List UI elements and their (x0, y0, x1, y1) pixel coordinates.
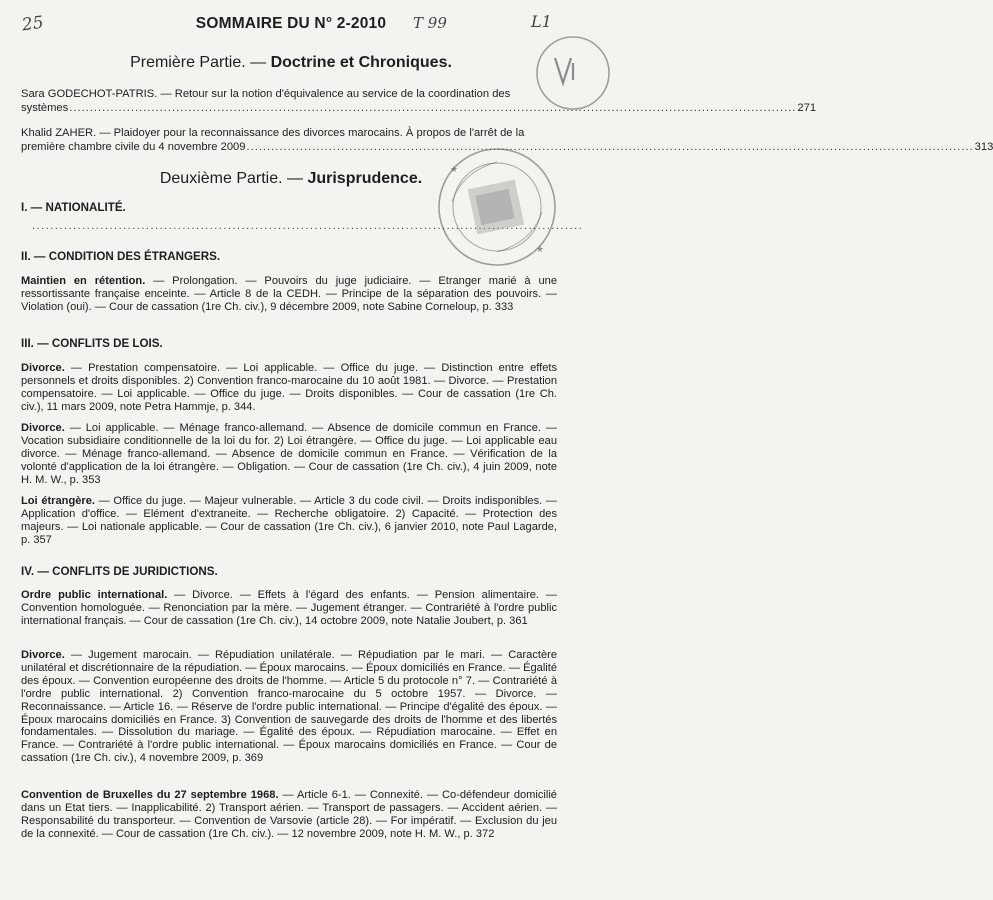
doctrine-entry-line: systèmes (21, 102, 69, 115)
section-heading-conflits-juridictions: IV. — CONFLITS DE JURIDICTIONS. (21, 565, 218, 578)
case-text: — Jugement marocain. — Répudiation unilatérale. — Répudiation par le mari. — Caractère unilatéral et discrétionnaire de la répudiation. — Époux marocains. — Époux domiciliés en France. — Égalité des époux. — Convention européenne des droits de l'homme. — Article 5 du protocole n° 7. — Contrariété à l'ordre public international. 2) Convention franco-marocaine du 5 octobre 1957. — Divorce. — Reconnaissance. — Article 16. — Réserve de l'ordre public international. — Principe d'égalité des époux. — Époux marocains domiciliés en France. 3) Convention de sauvegarde des droits de l'homme et des libertés fondamentales. — Dissolution du mariage. — Égalité des époux. — Répudiation marocaine. — Effet en France. — Contrariété à l'ordre public international. — Époux marocains domiciliés en France. — Cour de cassation (1re Ch. civ.), 4 novembre 2009, p. 369 (21, 649, 557, 765)
part-two-prefix: Deuxième Partie. — (159, 170, 308, 187)
handwritten-number: 25 (20, 12, 45, 36)
leader-dots: ................................................................................................................................................................................. (246, 141, 974, 154)
handwritten-code: T 99 (413, 14, 447, 32)
leader-dots: ......................................................................................................................... (32, 220, 584, 232)
case-text: — Office du juge. — Majeur vulnerable. — Article 3 du code civil. — Droits indisponibles. — Application d'office. — Elément d'extraneite. — Recherche obligatoire. 2) Capacité. — Protection des majeurs. — Loi nationale applicable. — Cour de cassation (1re Ch. civ.), 6 janvier 2010, note Paul Lagarde, p. 357 (21, 495, 557, 546)
case-text: — Loi applicable. — Ménage franco-allemand. — Absence de domicile commun en France. — Vocation subsidiaire conditionnelle de la loi du for. 2) Loi étrangère. — Office du juge. — Loi applicable eau divorce. — Ménage franco-allemand. — Absence de domicile commun en France. — Vérification de la volonté d'application de la loi étrangère. — Obligation. — Cour de cassation (1re Ch. civ.), 4 juin 2009, note H. M. W., p. 353 (21, 422, 557, 486)
doctrine-entry-line: première chambre civile du 4 novembre 2009 (21, 141, 246, 154)
case-text: — Prestation compensatoire. — Loi applicable. — Office du juge. — Distinction entre effets personnels et droits disponibles. 2) Convention franco-marocaine du 10 août 1981. — Divorce. — Prestation compensatoire. — Loi applicable. — Office du juge. — Droits disponibles. — Cour de cassation (1re Ch. civ.), 11 mars 2009, note Petra Hammje, p. 344. (21, 362, 557, 413)
leader-dots: ................................................................................................................................................................................. (69, 102, 797, 115)
case-summary (21, 589, 557, 628)
section-heading-nationalite: I. — NATIONALITÉ. (21, 201, 126, 214)
case-lead: Maintien en rétention. (21, 275, 146, 287)
case-summary (21, 422, 557, 487)
doctrine-entry (21, 87, 817, 115)
part-one-prefix: Première Partie. — (130, 54, 271, 71)
library-stamp (432, 142, 562, 272)
part-one-heading (0, 54, 582, 72)
case-text: — Prolongation. — Pouvoirs du juge judiciaire. — Etranger marié à une ressortissante française enceinte. — Article 8 de la CEDH. — Principe de la séparation des pouvoirs. — Violation (oui). — Cour de cassation (1re Ch. civ.), 9 décembre 2009, note Sabine Corneloup, p. 333 (21, 275, 557, 313)
case-lead: Divorce. (21, 422, 65, 434)
doctrine-entry-line: Khalid ZAHER. — Plaidoyer pour la reconnaissance des divorces marocains. À propos de l'arrêt de la (21, 127, 525, 139)
page-number: 313 (974, 141, 993, 154)
handwritten-mark: L1 (531, 12, 552, 31)
svg-text:★: ★ (450, 165, 459, 175)
case-lead: Loi étrangère. (21, 495, 95, 507)
case-summary (21, 275, 557, 314)
corner-stamp (533, 28, 593, 118)
case-summary (21, 362, 557, 414)
case-lead: Ordre public international. (21, 589, 168, 601)
case-summary (21, 495, 557, 547)
doctrine-entry-line: Sara GODECHOT-PATRIS. — Retour sur la notion d'équivalence au service de la coordination des (21, 88, 511, 100)
case-lead: Divorce. (21, 362, 65, 374)
case-lead: Divorce. (21, 649, 65, 661)
section-heading-conflits-lois: III. — CONFLITS DE LOIS. (21, 337, 163, 350)
page-number: 271 (797, 102, 817, 115)
case-text: — Divorce. — Effets à l'égard des enfants. — Pension alimentaire. — Convention homologuée. — Renonciation par la mère. — Jugement étranger. — Contrariété à l'ordre public international français. — Cour de cassation (1re Ch. civ.), 14 octobre 2009, note Natalie Joubert, p. 361 (21, 589, 557, 627)
section-heading-condition-etrangers: II. — CONDITION DES ÉTRANGERS. (21, 250, 221, 263)
part-one-title: Doctrine et Chroniques. (270, 54, 452, 71)
page-title: SOMMAIRE DU N° 2-2010 (195, 15, 387, 32)
part-two-title: Jurisprudence. (307, 170, 423, 187)
case-summary (21, 789, 557, 841)
case-text: — Article 6-1. — Connexité. — Co-défendeur domicilié dans un Etat tiers. — Inapplicabilité. 2) Transport aérien. — Transport de passagers. — Accident aérien. — Responsabilité du transporteur. — Convention de Varsovie (article 28). — For impératif. — Exclusion du jeu de la connexité. — Cour de cassation (1re Ch. civ.). — 12 novembre 2009, note H. M. W., p. 372 (21, 789, 557, 840)
case-lead: Convention de Bruxelles du 27 septembre 1968. (21, 789, 279, 801)
case-summary (21, 649, 557, 765)
svg-text:★: ★ (536, 245, 545, 255)
